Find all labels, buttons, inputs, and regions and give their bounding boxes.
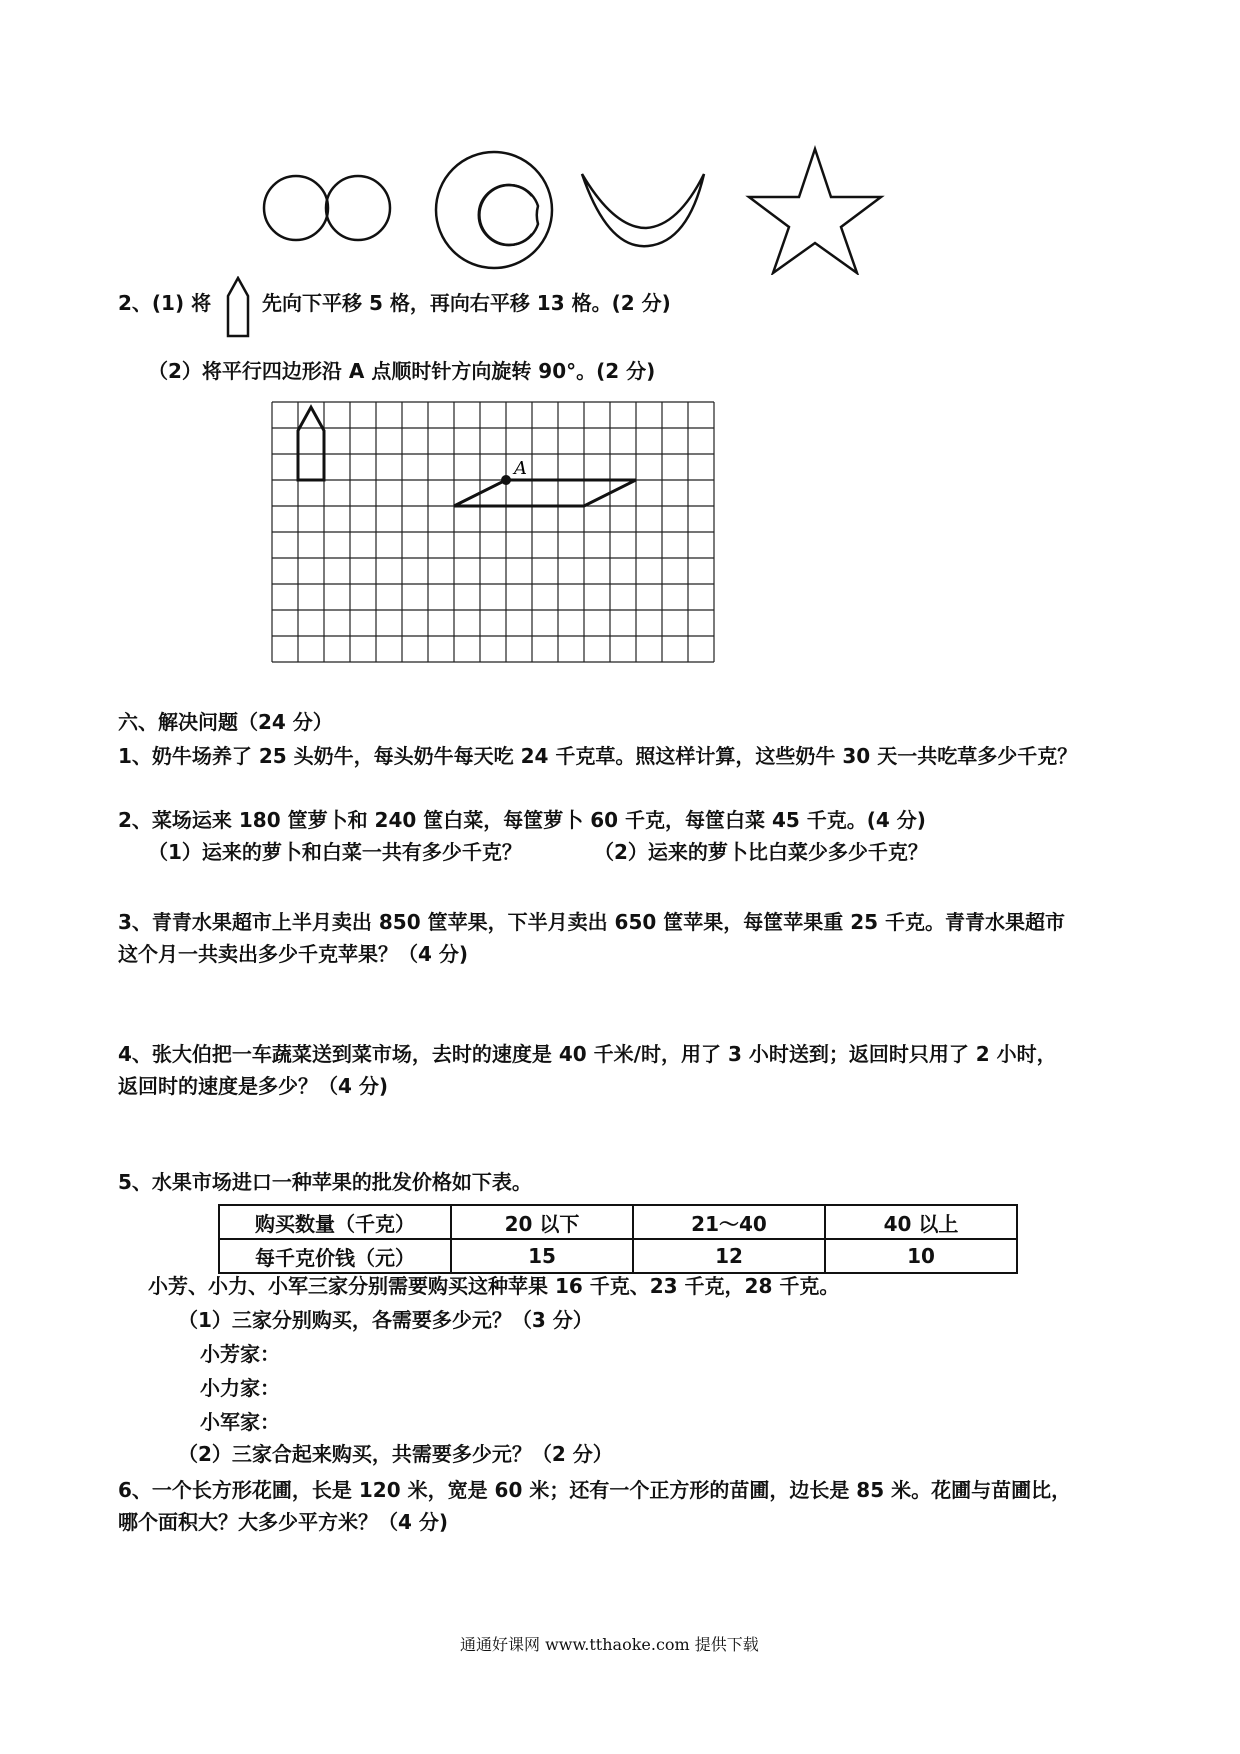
problem-3-line2: 这个月一共卖出多少千克苹果？（4 分) bbox=[118, 942, 469, 966]
section6-title: 六、解决问题（24 分） bbox=[118, 710, 333, 734]
crescent-circle-shape bbox=[430, 148, 558, 276]
moon-shape bbox=[578, 170, 708, 250]
problem-4-line1: 4、张大伯把一车蔬菜送到菜市场，去时的速度是 40 千米/时，用了 3 小时送到；返回时只用了 2 小时， bbox=[118, 1042, 1057, 1066]
problem-5-q1: （1）三家分别购买，各需要多少元？（3 分） bbox=[178, 1308, 593, 1332]
point-a bbox=[501, 475, 511, 485]
table-cell: 10 bbox=[825, 1239, 1017, 1273]
problem-6-line1: 6、一个长方形花圃，长是 120 米，宽是 60 米；还有一个正方形的苗圃，边长是 85 米。花圃与苗圃比， bbox=[118, 1478, 1072, 1502]
table-cell: 21～40 bbox=[633, 1205, 825, 1239]
problem-1: 1、奶牛场养了 25 头奶牛，每头奶牛每天吃 24 千克草。照这样计算，这些奶牛 30 天一共吃草多少千克？ bbox=[118, 744, 1078, 768]
table-row bbox=[219, 1239, 1017, 1273]
table-cell: 12 bbox=[633, 1239, 825, 1273]
problem-2-sub2: （2）运来的萝卜比白菜少多少千克？ bbox=[594, 840, 928, 864]
problem-5-note: 小芳、小力、小军三家分别需要购买这种苹果 16 千克、23 千克，28 千克。 bbox=[148, 1274, 840, 1298]
table-cell: 购买数量（千克） bbox=[219, 1205, 451, 1239]
answer-label-li: 小力家： bbox=[200, 1376, 280, 1400]
house-shape bbox=[298, 407, 324, 480]
table-cell: 每千克价钱（元） bbox=[219, 1239, 451, 1273]
problem-6-line2: 哪个面积大？大多少平方米？（4 分) bbox=[118, 1510, 449, 1534]
footer-credit: 通通好课网 www.tthaoke.com 提供下载 bbox=[460, 1635, 759, 1654]
table-cell: 20 以下 bbox=[451, 1205, 633, 1239]
double-circle-shape bbox=[262, 170, 392, 250]
price-table bbox=[218, 1204, 1018, 1274]
problem-3-line1: 3、青青水果超市上半月卖出 850 筐苹果，下半月卖出 650 筐苹果，每筐苹果重 25 千克。青青水果超市 bbox=[118, 910, 1066, 934]
answer-label-fang: 小芳家： bbox=[200, 1342, 280, 1366]
problem-4-line2: 返回时的速度是多少？（4 分) bbox=[118, 1074, 389, 1098]
problem-2-sub1: （1）运来的萝卜和白菜一共有多少千克？ bbox=[148, 840, 522, 864]
star-shape bbox=[745, 145, 885, 275]
problem-5: 5、水果市场进口一种苹果的批发价格如下表。 bbox=[118, 1170, 532, 1194]
translate-q1-prefix: 2、(1) 将 bbox=[118, 291, 212, 315]
answer-label-jun: 小军家： bbox=[200, 1410, 280, 1434]
table-row bbox=[219, 1205, 1017, 1239]
table-cell: 40 以上 bbox=[825, 1205, 1017, 1239]
translate-q2: （2）将平行四边形沿 A 点顺时针方向旋转 90°。(2 分) bbox=[148, 359, 656, 383]
translate-q1-suffix: 先向下平移 5 格，再向右平移 13 格。(2 分) bbox=[262, 291, 671, 315]
problem-2: 2、菜场运来 180 筐萝卜和 240 筐白菜，每筐萝卜 60 千克，每筐白菜 45 千克。(4 分) bbox=[118, 808, 926, 832]
house-shape-icon bbox=[226, 276, 250, 338]
table-cell: 15 bbox=[451, 1239, 633, 1273]
square-grid bbox=[270, 400, 720, 692]
point-a-label: A bbox=[514, 458, 527, 479]
parallelogram-shape bbox=[454, 480, 636, 506]
problem-5-q2: （2）三家合起来购买，共需要多少元？（2 分） bbox=[178, 1442, 613, 1466]
